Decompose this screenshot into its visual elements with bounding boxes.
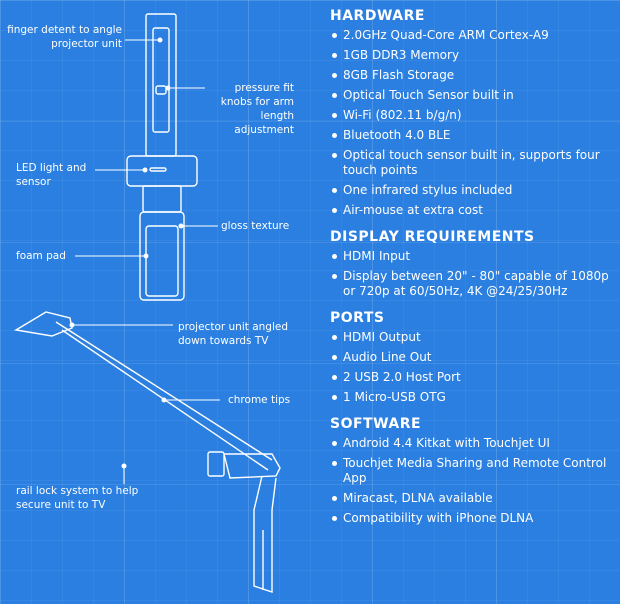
top-view-device — [127, 14, 197, 300]
section-title: DISPLAY REQUIREMENTS — [330, 229, 535, 245]
section-title: SOFTWARE — [330, 416, 422, 432]
callout-projector-angled: projector unit angled down towards TV — [178, 321, 288, 347]
section-title: HARDWARE — [330, 8, 425, 24]
spec-list — [330, 8, 615, 537]
callout-finger-detent: finger detent to angle projector unit — [7, 24, 122, 50]
list-item: Optical touch sensor built in, supports four touch points — [330, 148, 615, 178]
list-item: Audio Line Out — [330, 350, 615, 365]
list-item: 8GB Flash Storage — [330, 68, 615, 83]
section-display-requirements — [330, 229, 615, 299]
list-item: Optical Touch Sensor built in — [330, 88, 615, 103]
section-software — [330, 416, 615, 526]
list-item: 2 USB 2.0 Host Port — [330, 370, 615, 385]
callout-led-light: LED light and sensor — [16, 162, 87, 188]
callout-pressure-knobs: pressure fit knobs for arm length adjustment — [220, 82, 294, 136]
list-item: Wi-Fi (802.11 b/g/n) — [330, 108, 615, 123]
list-item: Air-mouse at extra cost — [330, 203, 615, 218]
list-item: Display between 20" - 80" capable of 1080p or 720p at 60/50Hz, 4K @24/25/30Hz — [330, 269, 615, 299]
callout-gloss-texture: gloss texture — [221, 220, 290, 232]
callout-chrome-tips: chrome tips — [228, 394, 291, 406]
side-view-device — [16, 312, 280, 592]
list-item: 2.0GHz Quad-Core ARM Cortex-A9 — [330, 28, 615, 43]
list-item: Miracast, DLNA available — [330, 491, 615, 506]
section-hardware — [330, 8, 615, 218]
list-item: 1GB DDR3 Memory — [330, 48, 615, 63]
list-item: HDMI Output — [330, 330, 615, 345]
list-item: HDMI Input — [330, 249, 615, 264]
callout-foam-pad: foam pad — [16, 250, 66, 262]
list-item: Compatibility with iPhone DLNA — [330, 511, 615, 526]
list-item: Touchjet Media Sharing and Remote Control App — [330, 456, 615, 486]
list-item: Android 4.4 Kitkat with Touchjet UI — [330, 436, 615, 451]
section-ports — [330, 310, 615, 405]
section-title: PORTS — [330, 310, 385, 326]
list-item: Bluetooth 4.0 BLE — [330, 128, 615, 143]
list-item: One infrared stylus included — [330, 183, 615, 198]
list-item: 1 Micro-USB OTG — [330, 390, 615, 405]
callout-rail-lock: rail lock system to help secure unit to TV — [16, 485, 139, 511]
